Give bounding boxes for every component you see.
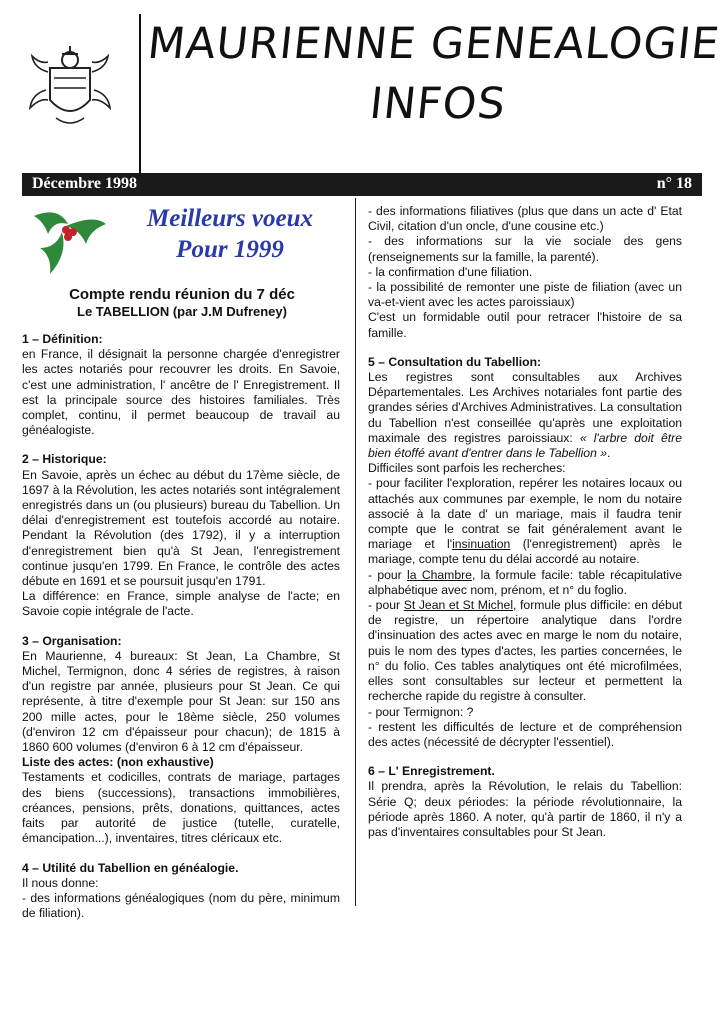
list-item: - la possibilité de remonter une piste de filiation (avec un va-et-vient avec les actes paroissiaux): [368, 280, 682, 310]
underlined-term: la Chambre: [407, 567, 472, 582]
section-body: [368, 370, 682, 461]
section-body: Il nous donne:: [22, 875, 99, 890]
section-body: en France, il désignait la personne chargée d'enregistrer les actes notariés pour recouvrer les droits. En Savoie, c'est une administration, l' ancêtre de l' Enregistrement. Il est la principale source des histoires familiales. Très complet, continu, il permet beaucoup de travail au généalogiste.: [22, 347, 340, 438]
underlined-term: insinuation: [452, 537, 511, 552]
body-text: - pour: [368, 567, 408, 582]
list-item: [368, 568, 682, 598]
greeting-line-1: Meilleurs voeux: [147, 205, 313, 232]
list-item: - restent les difficultés de lecture et de compréhension des actes (nécessité de décrypter l'essentiel).: [368, 719, 682, 749]
list-item: [368, 476, 682, 567]
body-text: Les registres sont consultables aux Archives Départementales. Les Archives notariales font partie des grandes séries d'Archives Administratives. La consultation du Tabellion n'est conseillée qu'après une exploitation maximale des registres paroissiaux:: [368, 370, 682, 445]
issue-date: Décembre 1998: [32, 175, 137, 192]
section-body: En Savoie, après un échec au début du 17ème siècle, de 1697 à la Révolution, les actes notariés sont intégralement enregistrés dans un (ou plusieurs) bureau du Tabellion. Un délai d'enregistrement est toutefois accordé au notaire. Pendant la Révolution (des 1792), il y a interruption d'enregistrement bien qu'à St Jean, l'enregistrement continue jusqu'en 1799. En France, le contrôle des actes débute en 1691 et se poursuit jusqu'en 1791.: [22, 467, 340, 589]
body-text: .: [607, 446, 611, 461]
section-body: En Maurienne, 4 bureaux: St Jean, La Chambre, St Michel, Termignon, donc 4 séries de registres, à raison d'un registre par année, plusieurs pour St Jean. Ce qui représente, à titre d'exemple pour St Jean: sur 150 ans 200 mille actes, pour le 18ème siècle, 250 volumes (d'environ 12 cm d'épaisseur pour chacun); de 1815 à 1860 600 volumes (d'environ 6 à 12 cm d'épaisseur.: [22, 648, 340, 755]
section-heading: 2 – Historique:: [22, 452, 107, 467]
section-heading: 6 – L' Enregistrement.: [368, 764, 495, 779]
header-divider: [139, 14, 141, 174]
greeting-line-2: Pour 1999: [176, 236, 284, 263]
list-item: - la confirmation d'une filiation.: [368, 264, 533, 279]
section-body: C'est un formidable outil pour retracer l'histoire de sa famille.: [368, 310, 682, 340]
section-heading: 4 – Utilité du Tabellion en généalogie.: [22, 860, 239, 875]
section-heading: 5 – Consultation du Tabellion:: [368, 354, 542, 369]
section-heading: 1 – Définition:: [22, 332, 103, 346]
list-item: - des informations sur la vie sociale des gens (renseignements sur la famille, la parenté).: [368, 234, 682, 264]
body-text: , la formule facile: table récapitulative alphabétique avec nom, prénom, et n° du foglio.: [368, 567, 682, 597]
issue-number: n° 18: [656, 175, 692, 192]
section-body: Difficiles sont parfois les recherches:: [368, 461, 566, 476]
coat-of-arms-logo: [28, 38, 112, 130]
newsletter-title: MAURIENNE GENEALOGIE: [145, 19, 723, 69]
newsletter-title-infos: INFOS: [367, 79, 509, 129]
left-column: [22, 332, 340, 921]
list-item: - des informations généalogiques (nom du père, minimum de filiation).: [22, 890, 340, 921]
body-text: , formule plus difficile: en début de registre, un répertoire analytique dans l'ordre d'insinuation des actes avec en marge le nom du notaire, puis le nom des types d'actes, les parties concernées, le n° du folio. Ces tables analytiques ont été microfilmées, elles sont consultables sur lecteur et permettent la recherche rapide du registre à consulter.: [368, 598, 682, 704]
body-text: - pour faciliter l'exploration, repérer les notaires locaux ou attachés aux communes par exemple, le nom du notaire associé à la date d' un mariage, mais il faudra tenir compte que le contrat se fait généralement avant le mariage et l': [368, 476, 682, 552]
section-body: Il prendra, après la Révolution, le relais du Tabellion: Série Q; deux périodes: la période révolutionnaire, la période après 1860. A noter, qu'à partir de 1860, il n'y a pas d'inventaires consultables pour St Jean.: [368, 779, 682, 839]
list-heading: Liste des actes: (non exhaustive): [22, 755, 214, 770]
issue-banner: [22, 173, 702, 196]
underlined-term: St Jean et St Michel: [403, 598, 514, 613]
list-item: [368, 598, 682, 704]
column-divider: [355, 198, 356, 906]
quote: « l'arbre doit être bien étoffé avant d'entrer dans le Tabellion »: [368, 430, 682, 461]
list-item: - des informations filiatives (plus que dans un acte d' Etat Civil, citation d'un oncle, d'une cousine etc.): [368, 204, 682, 234]
section-body: Testaments et codicilles, contrats de mariage, partages des biens (successions), transactions immobilières, créances, pensions, prêts, donations, quittances, actes faits par autorité de justice (tutelle, curatelle, émancipation...), inventaires, titres cléricaux etc.: [22, 770, 340, 846]
right-column: [368, 204, 682, 840]
section-heading: 3 – Organisation:: [22, 633, 122, 648]
list-item: - pour Termignon: ?: [368, 704, 474, 719]
article-subtitle: Le TABELLION (par J.M Dufreney): [77, 304, 287, 319]
article-title: Compte rendu réunion du 7 déc: [69, 286, 295, 303]
body-text: - pour: [368, 598, 404, 613]
body-text: (l'enregistrement) après le mariage, compte tenu du délai accordé au notaire.: [368, 537, 682, 567]
holly-icon: [28, 204, 108, 278]
section-body: La différence: en France, simple analyse de l'acte; en Savoie copie intégrale de l'acte.: [22, 589, 340, 619]
